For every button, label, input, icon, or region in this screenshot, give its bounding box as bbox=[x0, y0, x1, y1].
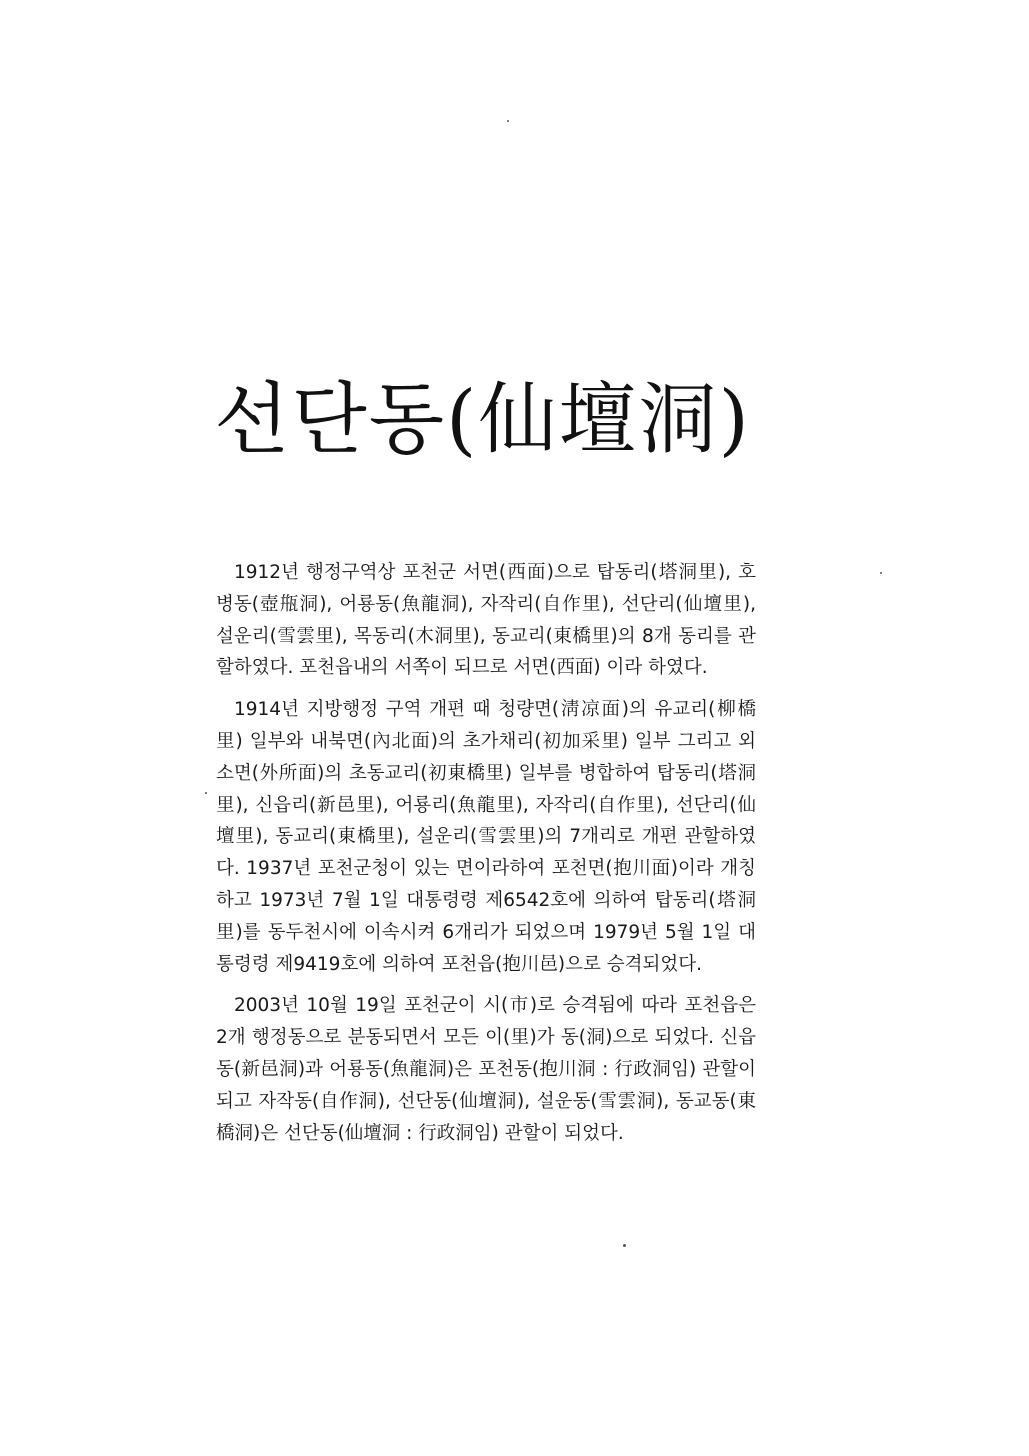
paragraph-2003: 2003년 10월 19일 포천군이 시(市)로 승격됨에 따라 포천읍은 2개 행정동으로 분동되면서 모든 이(里)가 동(洞)으로 되었다. 신읍동(新邑洞)과 어룡동(魚龍洞)은 포천동(抱川洞 : 行政洞임) 관할이 되고 자작동(自作洞), 선단동(仙壇洞), 설운동(雪雲洞), 동교동(東橋洞)은 선단동(仙壇洞 : 行政洞임) 관할이 되었다. bbox=[216, 995, 756, 1144]
paragraph-1914: 1914년 지방행정 구역 개편 때 청량면(淸凉面)의 유교리(柳橋里) 일부와 내북면(內北面)의 초가채리(初加采里) 일부 그리고 외소면(外所面)의 초동교리(初東橋里) 일부를 병합하여 탑동리(塔洞里), 신읍리(新邑里), 어룡리(魚龍里), 자작리(自作里), 선단리(仙壇里), 동교리(東橋里), 설운리(雪雲里)의 7개리로 개편 관할하였다. 1937년 포천군청이 있는 면이라하여 포천면(抱川面)이라 개칭하고 1973년 7월 1일 대통령령 제6542호에 의하여 탑동리(塔洞里)를 동두천시에 이속시켜 6개리가 되었으며 1979년 5월 1일 대통령령 제9419호에 의하여 포천읍(抱川邑)으로 승격되었다. bbox=[216, 699, 756, 975]
page-title: 선단동(仙壇洞) bbox=[214, 375, 751, 465]
scan-speck bbox=[205, 792, 207, 794]
scan-speck bbox=[880, 572, 882, 574]
scan-speck bbox=[623, 1244, 626, 1247]
scan-speck bbox=[507, 120, 509, 122]
body-text bbox=[216, 557, 756, 1159]
paragraph-1912: 1912년 행정구역상 포천군 서면(西面)으로 탑동리(塔洞里), 호병동(壺甁洞), 어룡동(魚龍洞), 자작리(自作里), 선단리(仙壇里), 설운리(雪雲里), 목동리(木洞里), 동교리(東橋里)의 8개 동리를 관할하였다. 포천읍내의 서쪽이 되므로 서면(西面) 이라 하였다. bbox=[216, 562, 756, 679]
